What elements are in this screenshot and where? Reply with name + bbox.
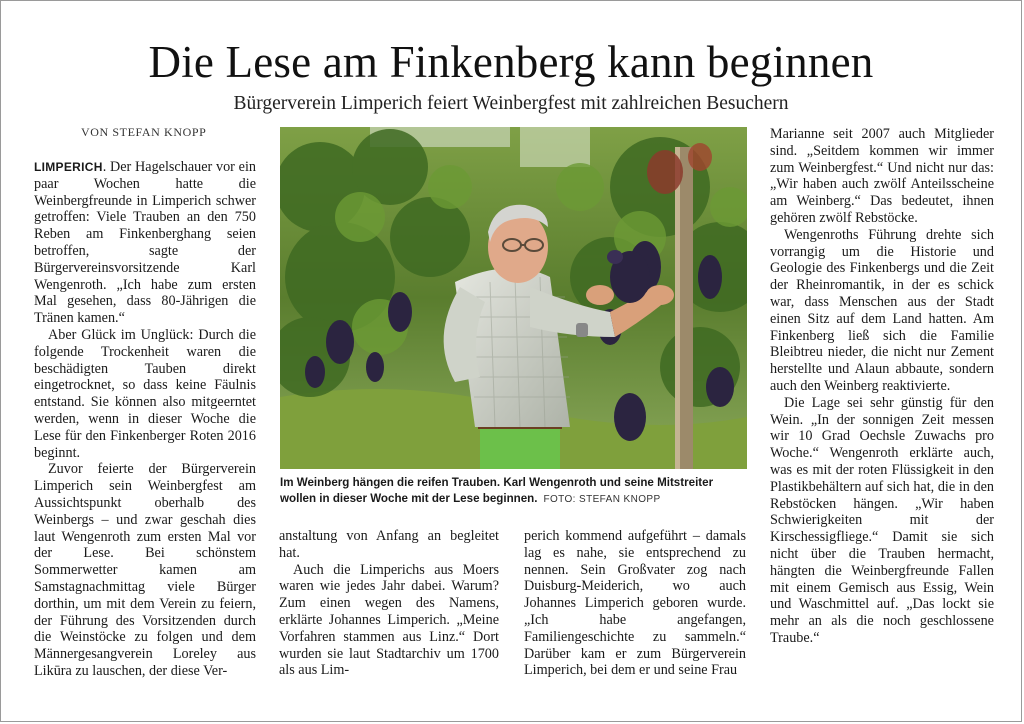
article-paragraph: Zuvor feierte der Bürgerverein Limperich sein Weinbergfest am Aussichtspunkt oberhalb des Weinbergs – und zwar geschah dies laut Wengenroth zum ersten Mal vor der Lese. Bei schönstem Sommerwetter kamen am Samstagnachmittag viele Bürger dorthin, um mit dem Verein zu feiern, der Führung des Vorsitzenden durch die Weinstöcke zu folgen und dem Männergesangverein Loreley aus Likūra zu lauschen, der diese Ver- <box>34 461 256 679</box>
headline: Die Lese am Finkenberg kann beginnen <box>148 37 874 87</box>
photo-caption <box>280 475 750 507</box>
article-paragraph: Die Lage sei sehr günstig für den Wein. „In der sonnigen Zeit messen wir 10 Grad Oechsle Zuwachs pro Woche.“ Wengenroth erklärte auch, was es mit der roten Flüssigkeit in den Plastikbehältern auf sich hat, die in den Rebstöcken hängen. „Wir haben Schwierigkeiten mit der Kirschessigfliege.“ Damit sie sich nicht über die Trauben hermacht, hängten die Weinbergfreunde Fallen mit einem Gemisch aus Essig, Wein und Waschmittel auf. „Das lockt sie mehr an als die noch geschlossene Traube.“ <box>770 394 994 646</box>
article-column-2 <box>279 528 499 679</box>
article-paragraph <box>34 159 256 327</box>
vineyard-photo-illustration <box>280 127 747 469</box>
paragraph-text: . Der Hagelschauer vor ein paar Wochen hatte die Weinbergfreunde in Limperich schwer getroffen: Viele Trauben an den 750 Reben am Finkenberghang seien betroffen, sagte der Bürgervereinsvorsitzende Karl Wengenroth. „Ich habe zum ersten Mal gesehen, dass 80-Jährigen die Tränen kamen.“ <box>34 159 256 327</box>
photo-credit: FOTO: STEFAN KNOPP <box>543 493 661 505</box>
dateline: LIMPERICH <box>34 160 103 174</box>
article-paragraph: anstaltung von Anfang an begleitet hat. <box>279 528 499 561</box>
article-column-1 <box>34 159 256 680</box>
article-column-3 <box>524 528 746 679</box>
subheadline: Bürgerverein Limperich feiert Weinbergfest mit zahlreichen Besuchern <box>233 93 789 114</box>
article-paragraph: Marianne seit 2007 auch Mitglieder sind. „Seitdem kommen wir immer zum Weinbergfest.“ Und nicht nur das: „Wir haben auch zwölf Anteilsscheine am Weinberg.“ Das bedeutet, ihnen gehören zwölf Rebstöcke. <box>770 126 994 226</box>
caption-text: Im Weinberg hängen die reifen Trauben. Karl Wengenroth und seine Mitstreiter wollen in dieser Woche mit der Lese beginnen. <box>280 476 714 505</box>
article-paragraph: Wengenroths Führung drehte sich vorrangig um die Historie und Geologie des Finkenbergs und die Zeit der Rheinromantik, in der es schick war, dass Menschen aus der Stadt einen Sitz auf dem Land hatten. Am Finkenberg ließ sich die Familie Bleibtreu nieder, die nicht nur Zement herstellte und Alaun abbaute, sondern auch den Weinberg reaktivierte. <box>770 226 994 394</box>
vineyard-photo <box>280 127 747 469</box>
article-paragraph: Aber Glück im Unglück: Durch die folgende Trockenheit waren die beschädigten Tauben direkt eingetrocknet, so dass keine Fäulnis entstand. Sie können also mitgeerntet werden, wenn in dieser Woche die Lese für den Finkenberger Roten 2016 beginnt. <box>34 326 256 461</box>
article-column-4 <box>770 126 994 647</box>
byline: VON STEFAN KNOPP <box>81 125 207 139</box>
article-paragraph: Auch die Limperichs aus Moers waren wie jedes Jahr dabei. Warum? Zum einen wegen des Namens, erklärte Johannes Limperich. „Meine Vorfahren stammen aus Linz.“ Dort wurden sie laut Stadtarchiv um 1700 als aus Lim- <box>279 561 499 679</box>
article-paragraph: perich kommend aufgeführt – damals lag es nahe, sie entsprechend zu nennen. Sein Großvater zog nach Duisburg-Meiderich, wo auch Johannes Limperich geboren wurde. „Ich habe angefangen, Familiengeschichte zu sammeln.“ Darüber kam er zum Bürgerverein Limperich, bei dem er und seine Frau <box>524 528 746 679</box>
